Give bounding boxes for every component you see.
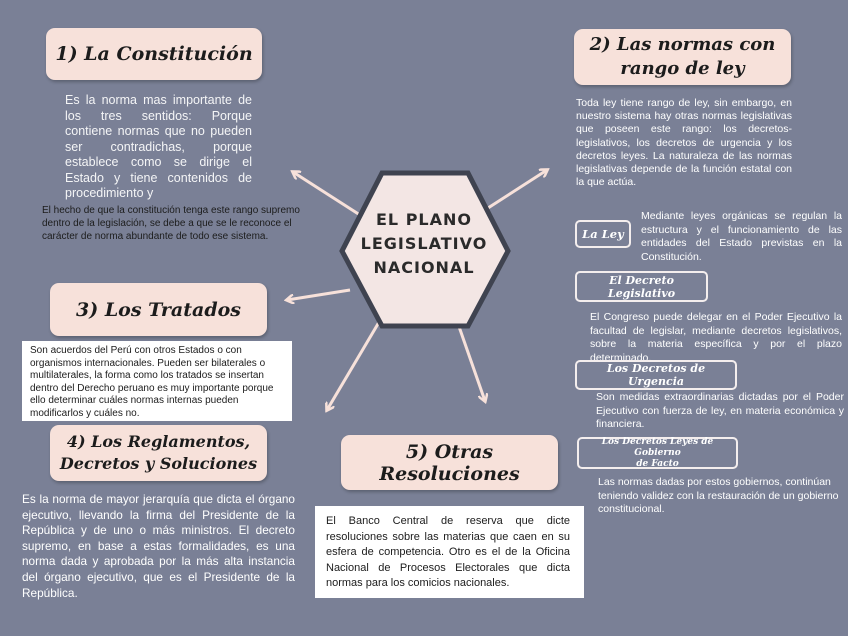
subitem-decretos-leyes-body: Las normas dadas por estos gobiernos, continúan teniendo validez con la restauración de un gobierno constitucional.: [598, 476, 839, 515]
subitem-decreto-legislativo-label-text: El Decreto Legislativo: [607, 273, 676, 300]
center-title-line1: EL PLANO: [376, 210, 472, 229]
arrow-to-tratados: [287, 290, 350, 300]
reglamentos-title-box: [50, 425, 267, 481]
reglamentos-title-line2: Decretos y Soluciones: [59, 454, 258, 473]
tratados-body-box: [22, 341, 292, 421]
tratados-title-box: [50, 283, 267, 336]
normas-title-box: [574, 29, 791, 85]
subitem-decretos-urgencia-label-text: Los Decretos de Urgencia: [606, 362, 706, 388]
normas-title-line2: rango de ley: [620, 58, 745, 79]
subitem-decretos-leyes-label-line2: de Facto: [636, 458, 679, 469]
center-title-line2: LEGISLATIVO: [360, 234, 488, 253]
subitem-ley-label: [575, 220, 631, 248]
constitucion-overlap-text: El hecho de que la constitución tenga este rango supremo dentro de la legislación, se debe a que se le reconoce el carácter de norma abundante de todo ese sistema.: [42, 205, 300, 242]
arrow-to-reglamentos: [327, 312, 385, 410]
subitem-decretos-leyes-label: [577, 437, 738, 469]
resoluciones-title: 5) Otras Resoluciones: [379, 440, 520, 485]
reglamentos-body: Es la norma de mayor jerarquía que dicta el órgano ejecutivo, llevando la firma del Presidente de la República y de uno o más ministros. El decreto supremo, en base a estas formalidades, es una norma dada y aprobada por la más alta instancia del órgano ejecutivo, que es el Presidente de la República.: [22, 492, 295, 600]
resoluciones-body-box: [315, 506, 584, 598]
subitem-decreto-legislativo-body: El Congreso puede delegar en el Poder Ejecutivo la facultad de legislar, mediante decretos legislativos, sobre la materia específica y por el plazo determinado.: [590, 311, 842, 364]
tratados-title: 3) Los Tratados: [76, 298, 241, 321]
normas-title-line1: 2) Las normas con: [589, 34, 776, 55]
center-title-line3: NACIONAL: [373, 258, 475, 277]
arrow-to-resoluciones: [456, 318, 485, 401]
subitem-decreto-legislativo-label: [575, 271, 708, 302]
arrow-to-normas: [488, 170, 547, 208]
subitem-ley-label-text: La Ley: [582, 227, 624, 241]
subitem-decretos-urgencia-label: [575, 360, 737, 390]
subitem-decretos-urgencia-body: Son medidas extraordinarias dictadas por el Poder Ejecutivo con fuerza de ley, en materia económica y financiera.: [596, 391, 844, 430]
center-title: [352, 208, 496, 280]
resoluciones-body: El Banco Central de reserva que dicte resoluciones sobre las materias que caen en su esfera de competencia. Otro es el de la Oficina Nacional de Procesos Electorales que dicta normas para los comicios nacionales.: [326, 515, 570, 590]
normas-body: Toda ley tiene rango de ley, sin embargo, en nuestro sistema hay otras normas legislativas que poseen este rango: los decretos-legislativos, los decretos de urgencia y los decretos leyes. La naturaleza de las normas legislativas depende de la función estatal con la que actúa.: [576, 97, 792, 189]
constitucion-title: 1) La Constitución: [55, 43, 253, 65]
resoluciones-title-box: [341, 435, 558, 490]
subitem-decretos-leyes-label-line1: Los Decretos Leyes de Gobierno: [601, 436, 714, 458]
tratados-body: Son acuerdos del Perú con otros Estados o con organismos internacionales. Pueden ser bilaterales o multilaterales, la forma como los tratados se insertan dentro del Derecho peruano es muy importante porque ello determinar cuáles normas internas pueden modificarlos y cuáles no.: [30, 345, 274, 419]
reglamentos-title-line1: 4) Los Reglamentos,: [66, 432, 251, 451]
constitucion-title-box: [46, 28, 262, 80]
subitem-ley-body: Mediante leyes orgánicas se regulan la estructura y el funcionamiento de las entidades del Estado previstas en la Constitución.: [641, 210, 842, 263]
constitucion-body: Es la norma mas importante de los tres sentidos: Porque contiene normas que no pueden ser contradichas, porque establece como se dirige el Estado y tiene contenidos de procedimiento y: [65, 93, 252, 200]
arrow-to-constitucion: [293, 172, 360, 215]
